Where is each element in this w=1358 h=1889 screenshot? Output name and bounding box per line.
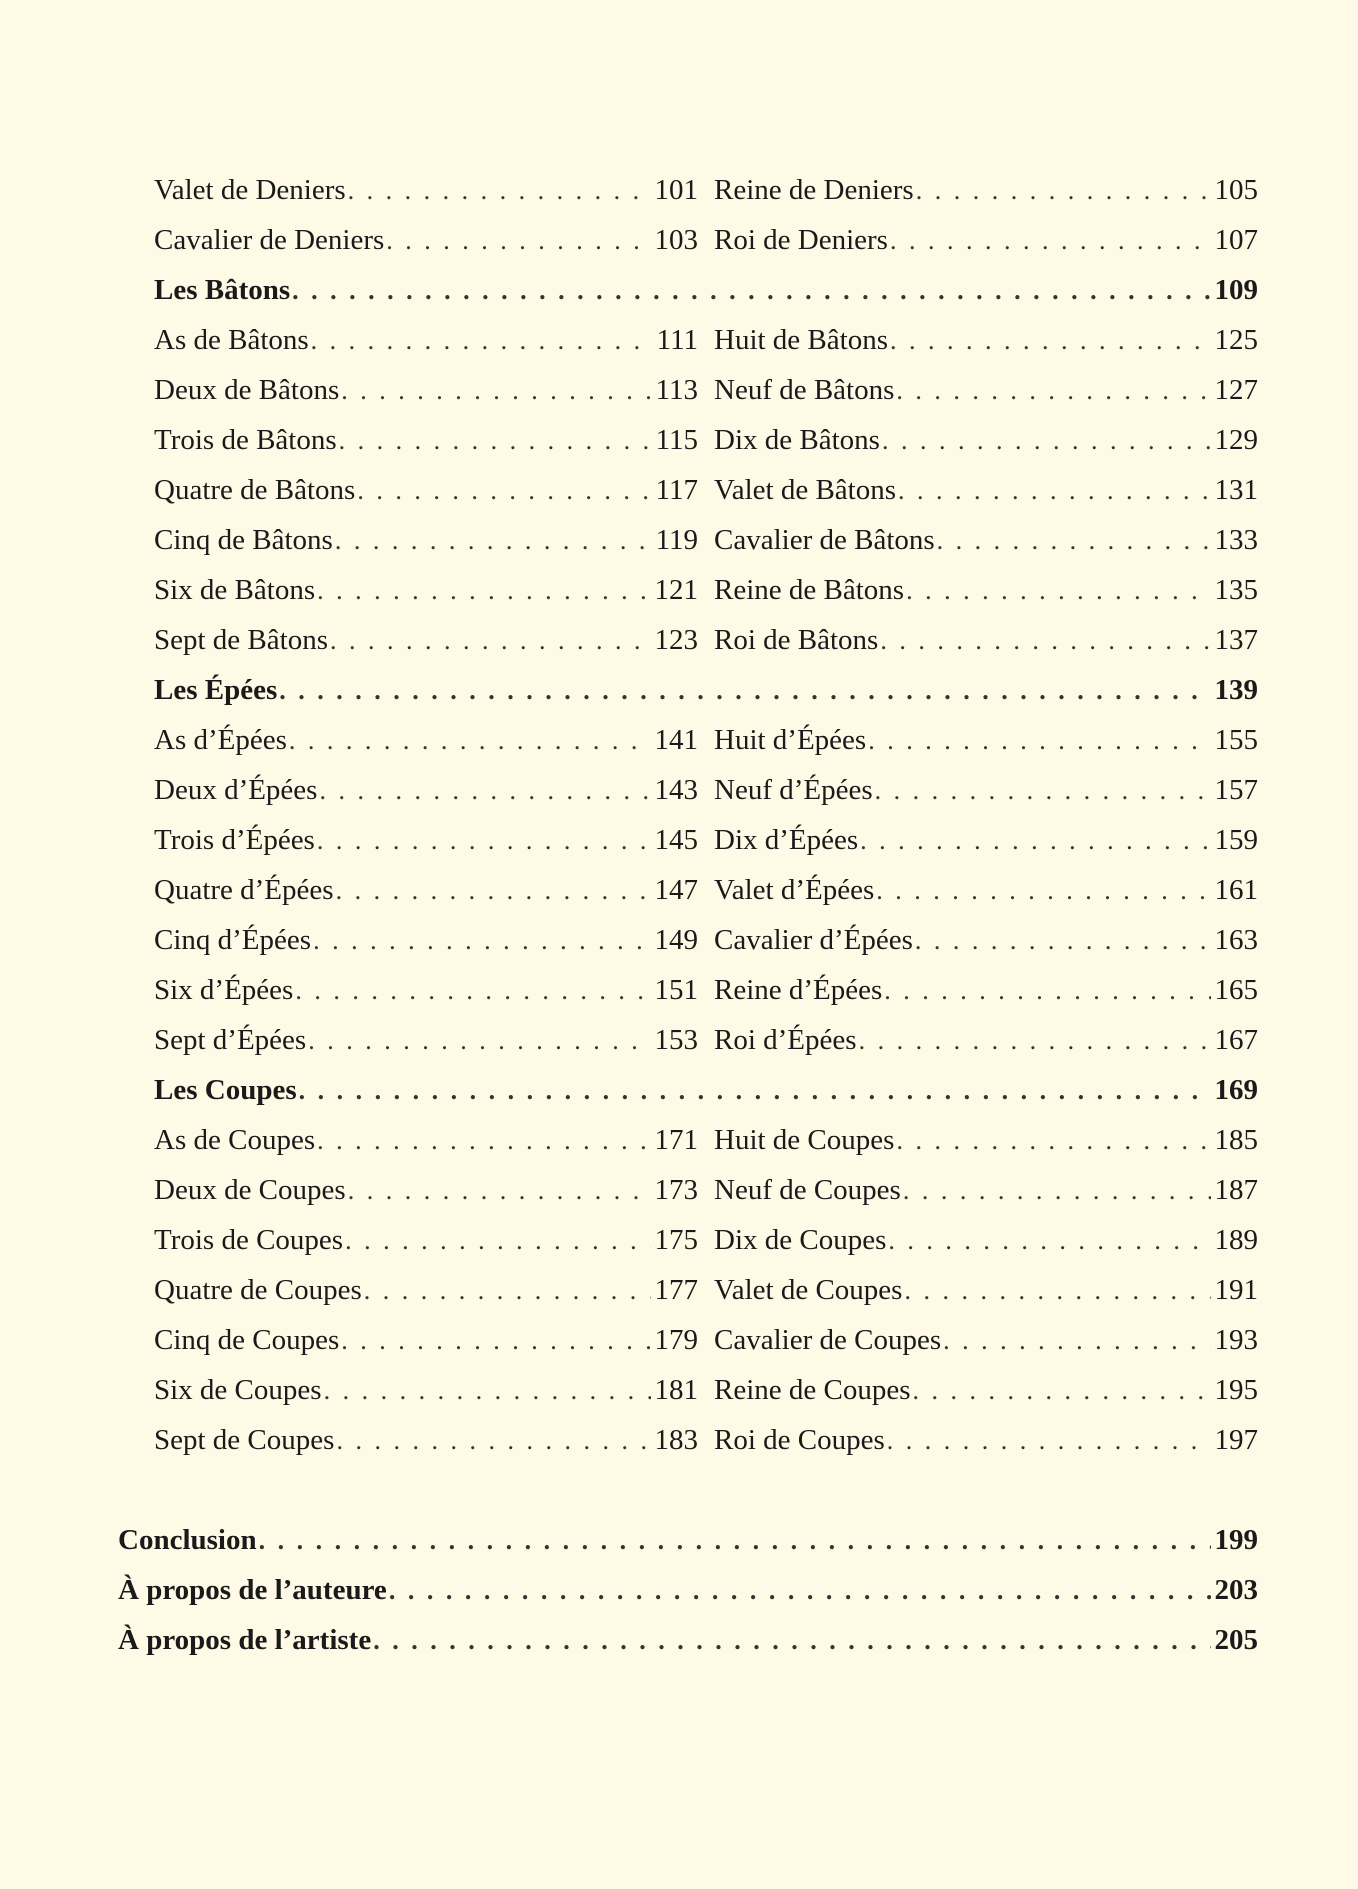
toc-entry[interactable]: [714, 565, 1258, 615]
entry-page: 195: [1214, 1374, 1258, 1406]
entry-label: Six de Bâtons: [154, 574, 316, 606]
toc-entry[interactable]: [714, 515, 1258, 565]
entry-label: Reine d’Épées: [714, 974, 883, 1006]
section-page: 169: [1214, 1074, 1258, 1106]
toc-entry[interactable]: [714, 165, 1258, 215]
table-of-contents: [118, 165, 1258, 1665]
leader-dots: [858, 816, 1210, 865]
entry-page: 113: [655, 374, 698, 406]
entry-page: 165: [1214, 974, 1258, 1006]
spacer: [118, 1465, 1240, 1515]
entry-label: Huit de Coupes: [714, 1124, 895, 1156]
entry-page: 175: [654, 1224, 698, 1256]
end-matter-entry[interactable]: [118, 1515, 1258, 1565]
entry-page: 177: [654, 1274, 698, 1306]
toc-entry[interactable]: [714, 1315, 1258, 1365]
entry-label: Quatre de Coupes: [154, 1274, 362, 1306]
toc-entry[interactable]: [154, 1165, 698, 1215]
entry-page: 173: [654, 1174, 698, 1206]
entry-page: 191: [1214, 1274, 1258, 1306]
toc-entry[interactable]: [714, 1215, 1258, 1265]
entry-label: À propos de l’artiste: [118, 1624, 372, 1656]
entry-label: Deux de Coupes: [154, 1174, 346, 1206]
entry-page: 125: [1214, 324, 1258, 356]
leader-dots: [346, 1166, 651, 1215]
toc-entry[interactable]: [154, 915, 698, 965]
toc-entry[interactable]: [714, 315, 1258, 365]
entry-page: 161: [1214, 874, 1258, 906]
toc-row: [118, 1365, 1258, 1415]
entry-label: À propos de l’auteure: [118, 1574, 387, 1606]
toc-row: [118, 315, 1258, 365]
entry-label: Huit de Bâtons: [714, 324, 888, 356]
entry-page: 115: [655, 424, 698, 456]
entry-page: 153: [654, 1024, 698, 1056]
entry-label: Valet de Coupes: [714, 1274, 903, 1306]
toc-row: [118, 215, 1258, 265]
section-label: Les Épées: [154, 674, 278, 706]
leader-dots: [293, 966, 650, 1015]
leader-dots: [914, 166, 1211, 215]
leader-dots: [894, 1116, 1210, 1165]
entry-label: Cavalier de Bâtons: [714, 524, 935, 556]
toc-entry[interactable]: [714, 765, 1258, 815]
entry-label: Reine de Coupes: [714, 1374, 911, 1406]
leader-dots: [287, 716, 651, 765]
entry-label: Dix de Bâtons: [714, 424, 880, 456]
leader-dots: [297, 1066, 1211, 1115]
leader-dots: [913, 916, 1211, 965]
leader-dots: [309, 316, 653, 365]
toc-section-epees: [118, 665, 1258, 715]
leader-dots: [902, 1266, 1210, 1315]
toc-entry[interactable]: [714, 865, 1258, 915]
toc-row: [118, 1165, 1258, 1215]
entry-page: 145: [654, 824, 698, 856]
section-entry[interactable]: [154, 265, 1258, 315]
entry-page: 151: [654, 974, 698, 1006]
toc-row: [118, 815, 1258, 865]
entry-label: Neuf de Coupes: [714, 1174, 901, 1206]
leader-dots: [337, 416, 652, 465]
toc-entry[interactable]: [714, 1115, 1258, 1165]
toc-row: [118, 415, 1258, 465]
entry-page: 171: [654, 1124, 698, 1156]
entry-label: Trois de Coupes: [154, 1224, 344, 1256]
entry-label: Neuf d’Épées: [714, 774, 873, 806]
entry-label: Cavalier de Deniers: [154, 224, 385, 256]
entry-page: 129: [1214, 424, 1258, 456]
entry-page: 163: [1214, 924, 1258, 956]
entry-page: 187: [1214, 1174, 1258, 1206]
entry-label: Valet de Deniers: [154, 174, 346, 206]
toc-entry[interactable]: [154, 1215, 698, 1265]
leader-dots: [941, 1316, 1210, 1365]
entry-page: 135: [1214, 574, 1258, 606]
entry-label: Quatre de Bâtons: [154, 474, 356, 506]
leader-dots: [894, 366, 1210, 415]
toc-entry[interactable]: [714, 1165, 1258, 1215]
leader-dots: [387, 1566, 1211, 1615]
entry-label: Valet d’Épées: [714, 874, 875, 906]
toc-row: [118, 615, 1258, 665]
toc-entry[interactable]: [154, 515, 698, 565]
section-entry[interactable]: [154, 665, 1258, 715]
toc-entry[interactable]: [714, 1365, 1258, 1415]
toc-entry[interactable]: [154, 865, 698, 915]
leader-dots: [866, 716, 1210, 765]
section-label: Les Coupes: [154, 1074, 297, 1106]
toc-row: [118, 1115, 1258, 1165]
toc-row: [118, 715, 1258, 765]
toc-entry[interactable]: [154, 1015, 698, 1065]
entry-label: As de Coupes: [154, 1124, 316, 1156]
leader-dots: [315, 1116, 650, 1165]
leader-dots: [904, 566, 1210, 615]
entry-page: 119: [655, 524, 698, 556]
toc-section-coupes: [118, 1065, 1258, 1115]
entry-label: Dix d’Épées: [714, 824, 859, 856]
entry-page: 149: [654, 924, 698, 956]
toc-entry[interactable]: [154, 1415, 698, 1465]
entry-label: Quatre d’Épées: [154, 874, 334, 906]
toc-entry[interactable]: [154, 815, 698, 865]
leader-dots: [873, 766, 1211, 815]
entry-label: Six d’Épées: [154, 974, 294, 1006]
entry-label: Cinq d’Épées: [154, 924, 312, 956]
toc-entry[interactable]: [714, 1015, 1258, 1065]
toc-entry[interactable]: [714, 365, 1258, 415]
toc-entry[interactable]: [714, 465, 1258, 515]
entry-label: Huit d’Épées: [714, 724, 867, 756]
leader-dots: [328, 616, 651, 665]
entry-page: 131: [1214, 474, 1258, 506]
toc-entry[interactable]: [154, 215, 698, 265]
entry-page: 133: [1214, 524, 1258, 556]
toc-entry[interactable]: [154, 465, 698, 515]
entry-page: 127: [1214, 374, 1258, 406]
leader-dots: [315, 816, 651, 865]
leader-dots: [885, 1416, 1211, 1465]
entry-label: Cinq de Coupes: [154, 1324, 340, 1356]
entry-label: Sept de Coupes: [154, 1424, 335, 1456]
entry-label: Roi de Coupes: [714, 1424, 885, 1456]
leader-dots: [334, 866, 651, 915]
toc-entry[interactable]: [714, 915, 1258, 965]
entry-page: 181: [654, 1374, 698, 1406]
section-page: 139: [1214, 674, 1258, 706]
leader-dots: [882, 966, 1210, 1015]
entry-label: Valet de Bâtons: [714, 474, 897, 506]
entry-page: 107: [1214, 224, 1258, 256]
entry-label: As d’Épées: [154, 724, 287, 756]
toc-entry[interactable]: [714, 1265, 1258, 1315]
entry-label: Deux de Bâtons: [154, 374, 340, 406]
toc-row: [118, 1015, 1258, 1065]
toc-entry[interactable]: [714, 715, 1258, 765]
leader-dots: [888, 316, 1211, 365]
toc-row: [118, 1315, 1258, 1365]
entry-page: 179: [654, 1324, 698, 1356]
leader-dots: [343, 1216, 650, 1265]
entry-label: Roi de Bâtons: [714, 624, 879, 656]
section-page: 109: [1214, 274, 1258, 306]
toc-row: [118, 565, 1258, 615]
entry-page: 141: [654, 724, 698, 756]
leader-dots: [874, 866, 1210, 915]
end-matter-entry[interactable]: [118, 1615, 1258, 1665]
leader-dots: [322, 1366, 651, 1415]
entry-label: As de Bâtons: [154, 324, 309, 356]
toc-entry[interactable]: [714, 965, 1258, 1015]
toc-entry[interactable]: [154, 965, 698, 1015]
toc-entry[interactable]: [154, 165, 698, 215]
leader-dots: [878, 616, 1210, 665]
toc-entry[interactable]: [154, 1265, 698, 1315]
leader-dots: [290, 266, 1210, 315]
entry-label: Sept de Bâtons: [154, 624, 328, 656]
entry-page: 147: [654, 874, 698, 906]
entry-page: 123: [654, 624, 698, 656]
toc-row: [118, 365, 1258, 415]
leader-dots: [371, 1616, 1210, 1665]
leader-dots: [362, 1266, 651, 1315]
leader-dots: [346, 166, 651, 215]
entry-label: Roi d’Épées: [714, 1024, 857, 1056]
entry-page: 157: [1214, 774, 1258, 806]
entry-page: 193: [1214, 1324, 1258, 1356]
leader-dots: [880, 416, 1211, 465]
toc-row: [118, 515, 1258, 565]
toc-row: [118, 165, 1258, 215]
entry-label: Neuf de Bâtons: [714, 374, 895, 406]
toc-entry[interactable]: [154, 615, 698, 665]
toc-entry[interactable]: [154, 1115, 698, 1165]
toc-row: [118, 1215, 1258, 1265]
entry-page: 155: [1214, 724, 1258, 756]
entry-page: 197: [1214, 1424, 1258, 1456]
entry-label: Reine de Deniers: [714, 174, 914, 206]
entry-page: 185: [1214, 1124, 1258, 1156]
entry-page: 101: [654, 174, 698, 206]
entry-page: 137: [1214, 624, 1258, 656]
entry-page: 199: [1214, 1524, 1258, 1556]
entry-label: Cinq de Bâtons: [154, 524, 333, 556]
entry-label: Six de Coupes: [154, 1374, 322, 1406]
toc-entry[interactable]: [154, 1315, 698, 1365]
toc-entry[interactable]: [154, 715, 698, 765]
leader-dots: [339, 1316, 650, 1365]
leader-dots: [257, 1516, 1211, 1565]
toc-entry[interactable]: [714, 615, 1258, 665]
toc-row: [118, 965, 1258, 1015]
toc-entry[interactable]: [714, 1415, 1258, 1465]
entry-page: 143: [654, 774, 698, 806]
toc-entry[interactable]: [154, 1365, 698, 1415]
leader-dots: [277, 666, 1210, 715]
entry-label: Cavalier d’Épées: [714, 924, 913, 956]
leader-dots: [896, 466, 1210, 515]
leader-dots: [334, 1416, 650, 1465]
toc-entry[interactable]: [714, 815, 1258, 865]
toc-entry[interactable]: [154, 765, 698, 815]
toc-section-batons: [118, 265, 1258, 315]
entry-label: Sept d’Épées: [154, 1024, 307, 1056]
toc-entry[interactable]: [714, 415, 1258, 465]
entry-page: 159: [1214, 824, 1258, 856]
toc-entry[interactable]: [154, 315, 698, 365]
entry-label: Conclusion: [118, 1524, 257, 1556]
section-label: Les Bâtons: [154, 274, 291, 306]
toc-entry[interactable]: [154, 565, 698, 615]
entry-page: 105: [1214, 174, 1258, 206]
entry-label: Dix de Coupes: [714, 1224, 887, 1256]
leader-dots: [339, 366, 651, 415]
leader-dots: [901, 1166, 1211, 1215]
entry-page: 205: [1214, 1624, 1258, 1656]
toc-row: [118, 915, 1258, 965]
leader-dots: [935, 516, 1211, 565]
leader-dots: [317, 766, 650, 815]
entry-page: 117: [655, 474, 698, 506]
entry-label: Deux d’Épées: [154, 774, 318, 806]
entry-label: Reine de Bâtons: [714, 574, 905, 606]
entry-page: 111: [656, 324, 698, 356]
leader-dots: [306, 1016, 650, 1065]
toc-row: [118, 765, 1258, 815]
toc-end-row: [118, 1565, 1258, 1615]
leader-dots: [888, 216, 1211, 265]
entry-page: 167: [1214, 1024, 1258, 1056]
entry-label: Trois d’Épées: [154, 824, 315, 856]
toc-end-row: [118, 1515, 1258, 1565]
leader-dots: [311, 916, 650, 965]
toc-end-row: [118, 1615, 1258, 1665]
toc-row: [118, 1265, 1258, 1315]
leader-dots: [857, 1016, 1211, 1065]
entry-label: Roi de Deniers: [714, 224, 888, 256]
entry-label: Trois de Bâtons: [154, 424, 337, 456]
entry-page: 121: [654, 574, 698, 606]
leader-dots: [315, 566, 650, 615]
entry-label: Cavalier de Coupes: [714, 1324, 942, 1356]
toc-row: [118, 1415, 1258, 1465]
toc-row: [118, 465, 1258, 515]
end-matter-entry[interactable]: [118, 1565, 1258, 1615]
leader-dots: [333, 516, 652, 565]
toc-row: [118, 865, 1258, 915]
toc-entry[interactable]: [154, 365, 698, 415]
entry-page: 189: [1214, 1224, 1258, 1256]
leader-dots: [384, 216, 650, 265]
leader-dots: [355, 466, 651, 515]
entry-page: 203: [1214, 1574, 1258, 1606]
toc-entry[interactable]: [154, 415, 698, 465]
leader-dots: [911, 1366, 1211, 1415]
entry-page: 103: [654, 224, 698, 256]
entry-page: 183: [654, 1424, 698, 1456]
section-entry[interactable]: [154, 1065, 1258, 1115]
toc-entry[interactable]: [714, 215, 1258, 265]
leader-dots: [886, 1216, 1210, 1265]
